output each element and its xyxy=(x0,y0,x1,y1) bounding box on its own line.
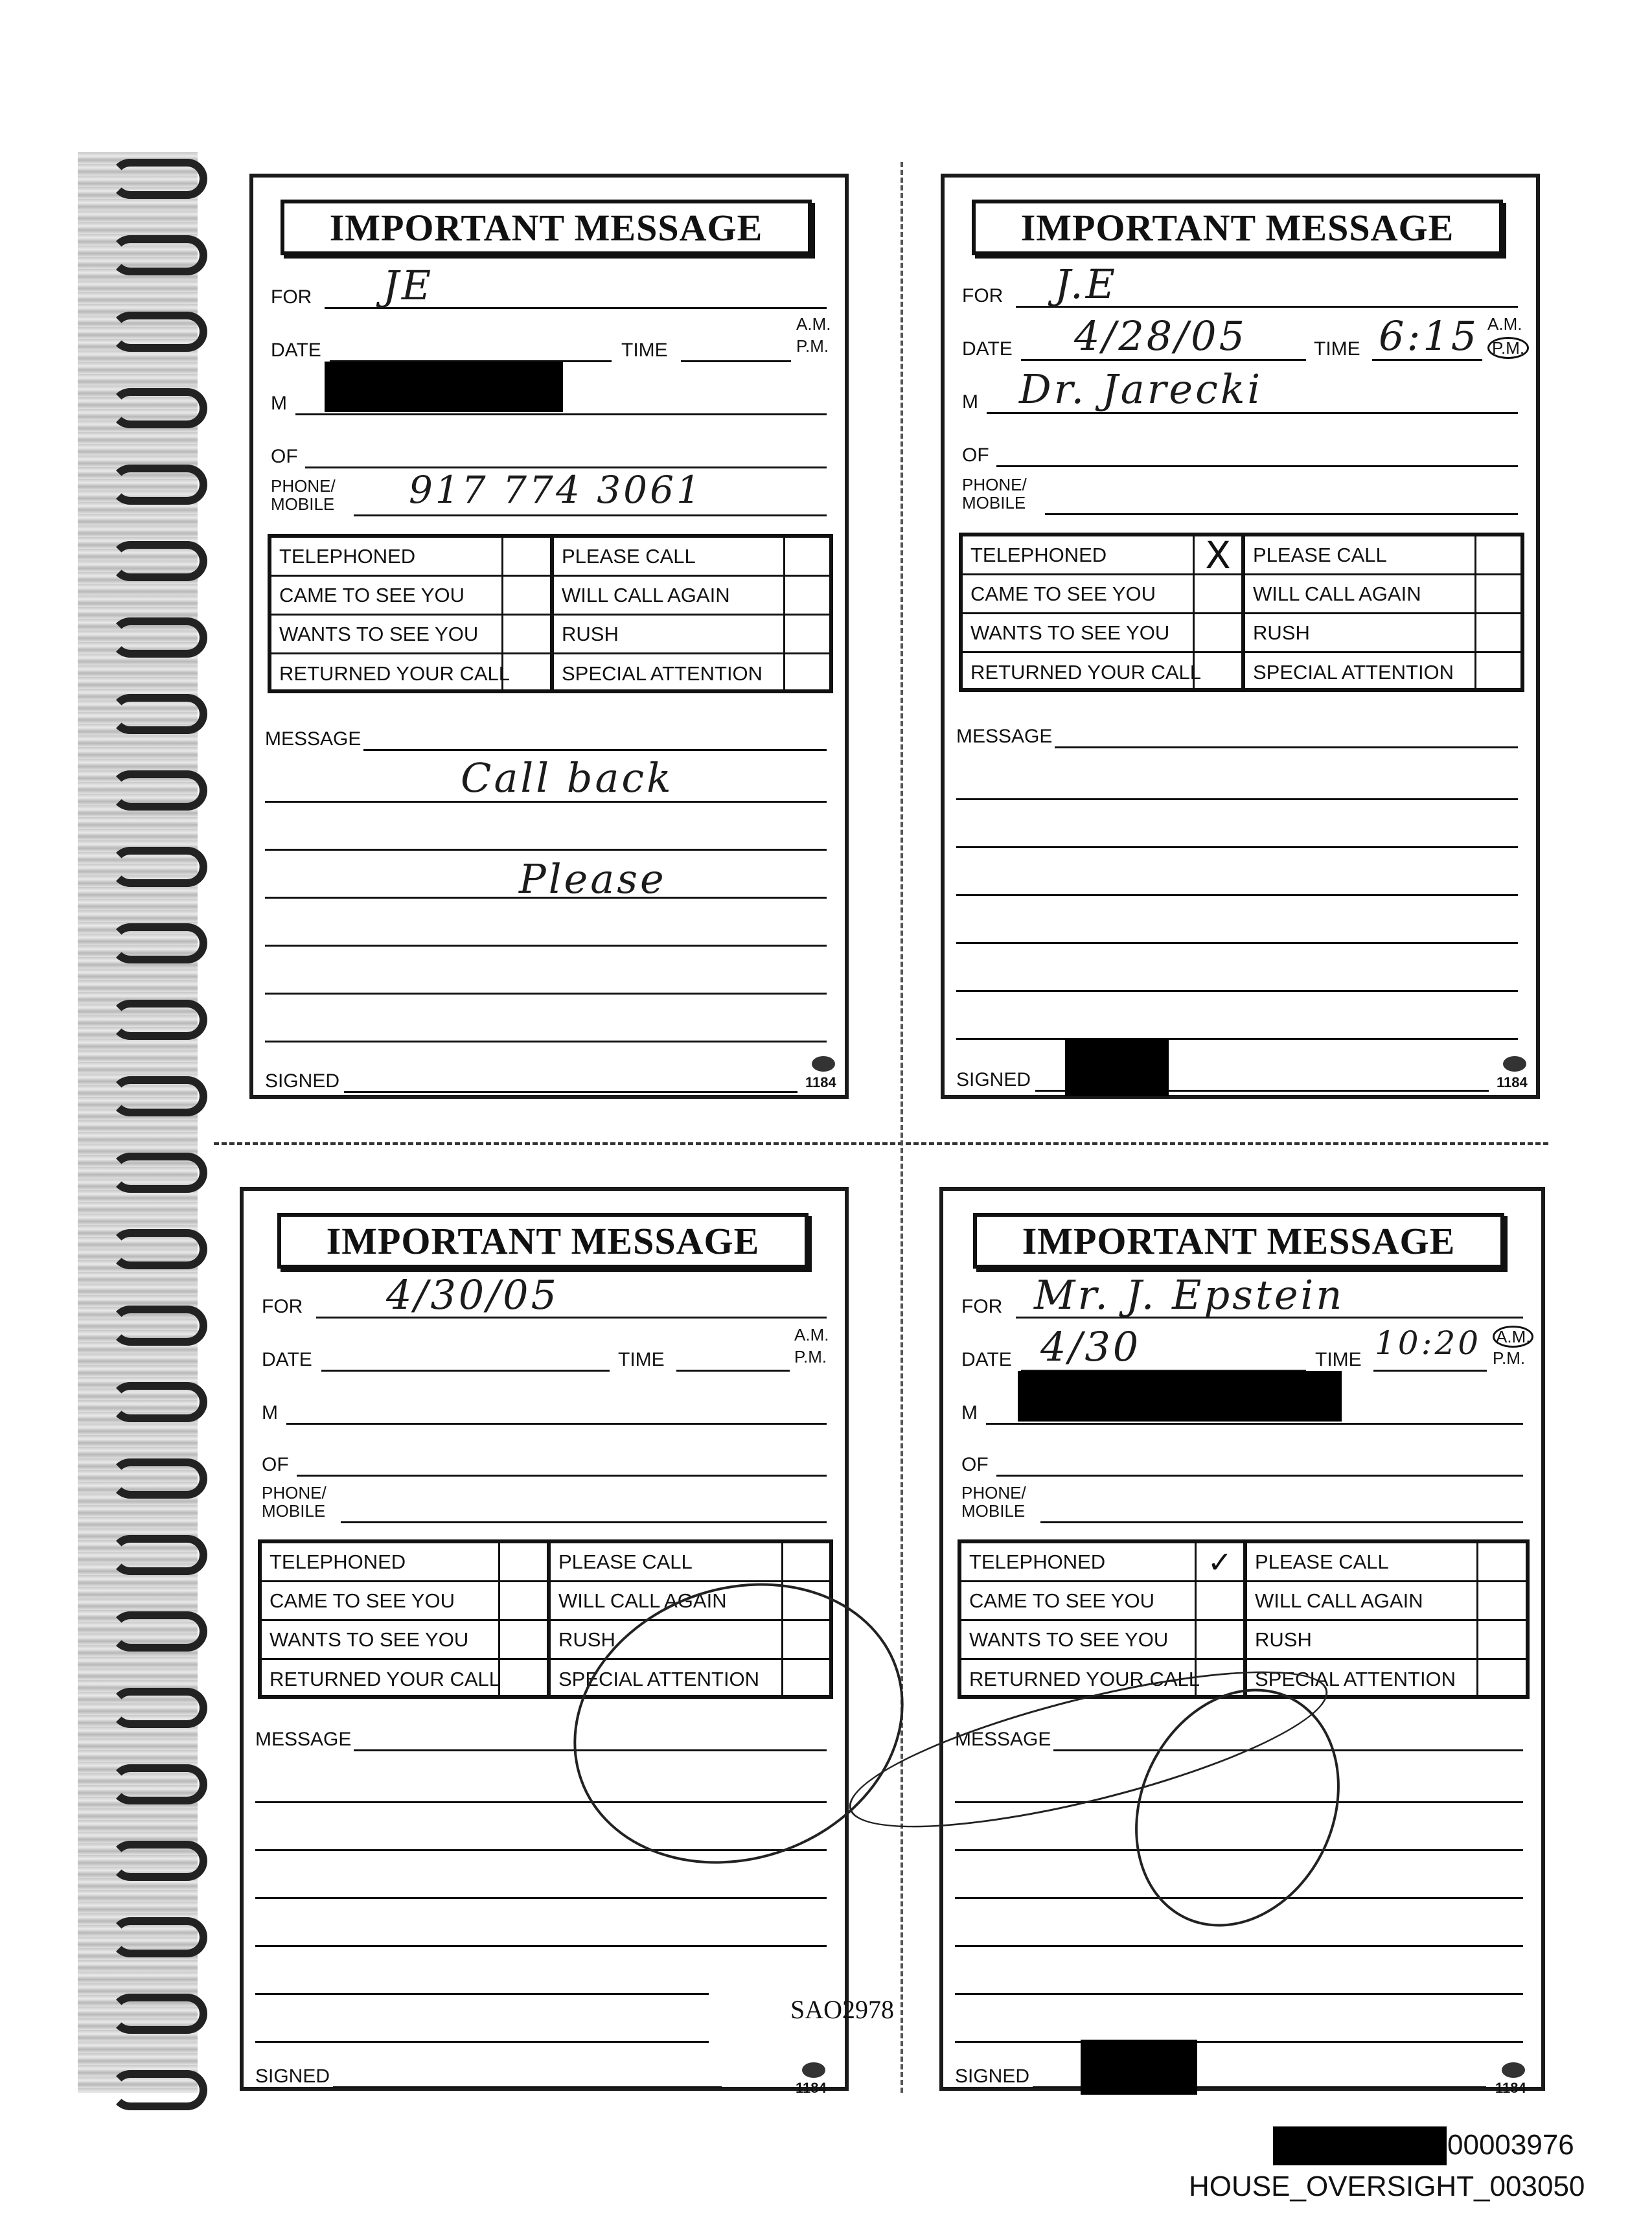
for-value: JE xyxy=(383,262,434,309)
phone-label: PHONE/ xyxy=(271,476,336,496)
for-label: FOR xyxy=(271,286,312,308)
am-label: A.M. xyxy=(796,314,831,334)
redaction-box xyxy=(1018,1371,1342,1422)
mobile-label: MOBILE xyxy=(271,494,335,514)
spiral-ring xyxy=(110,1611,207,1652)
spiral-ring xyxy=(110,1076,207,1116)
message-label: MESSAGE xyxy=(265,728,361,750)
form-logo-icon xyxy=(1503,1056,1526,1072)
document-stamp: SAO2978 xyxy=(790,1995,895,2024)
time-label: TIME xyxy=(1315,1349,1362,1370)
spiral-ring xyxy=(110,1994,207,2034)
spiral-ring xyxy=(110,1458,207,1499)
wants-to-see-label: WANTS TO SEE YOU xyxy=(969,1628,1169,1651)
spiral-ring xyxy=(110,1764,207,1804)
spiral-ring xyxy=(110,235,207,275)
bates-number: 00003976 xyxy=(1447,2129,1574,2161)
spiral-ring xyxy=(110,312,207,352)
please-call-label: PLEASE CALL xyxy=(1253,543,1387,566)
please-call-label: PLEASE CALL xyxy=(558,1550,693,1573)
wants-to-see-label: WANTS TO SEE YOU xyxy=(270,1628,469,1651)
spiral-ring xyxy=(110,1917,207,1957)
special-label: SPECIAL ATTENTION xyxy=(1253,661,1454,684)
mobile-label: MOBILE xyxy=(961,1501,1026,1521)
rush-label: RUSH xyxy=(562,622,619,645)
came-to-see-label: CAME TO SEE YOU xyxy=(270,1589,455,1612)
slip-title: IMPORTANT MESSAGE xyxy=(972,200,1503,255)
date-value: 4/30 xyxy=(1040,1323,1141,1370)
for-value: Mr. J. Epstein xyxy=(1034,1271,1345,1319)
spiral-ring xyxy=(110,694,207,734)
slip-title: IMPORTANT MESSAGE xyxy=(973,1213,1504,1269)
special-label: SPECIAL ATTENTION xyxy=(558,1668,760,1690)
form-number: 1184 xyxy=(1495,2080,1526,2096)
for-value: J.E xyxy=(1055,260,1118,308)
phone-label: PHONE/ xyxy=(262,1483,327,1503)
mobile-label: MOBILE xyxy=(262,1501,326,1521)
date-label: DATE xyxy=(262,1349,312,1370)
message-label: MESSAGE xyxy=(255,1729,352,1750)
spiral-ring xyxy=(110,847,207,887)
checkbox-table xyxy=(959,533,1524,692)
spiral-ring xyxy=(110,923,207,963)
message-slip-4 xyxy=(939,1187,1545,2096)
bates-redaction xyxy=(1273,2126,1447,2165)
returned-label: RETURNED YOUR CALL xyxy=(970,661,1202,684)
rush-label: RUSH xyxy=(1253,621,1310,644)
checkbox-table xyxy=(268,534,833,693)
message-text-line1: Call back xyxy=(461,754,674,801)
wants-to-see-label: WANTS TO SEE YOU xyxy=(279,622,479,645)
for-label: FOR xyxy=(262,1296,303,1317)
bates-label: HOUSE_OVERSIGHT_003050 xyxy=(1189,2171,1585,2202)
of-label: OF xyxy=(961,1454,989,1475)
am-label: A.M. xyxy=(1493,1326,1533,1348)
special-label: SPECIAL ATTENTION xyxy=(562,662,763,685)
telephoned-label: TELEPHONED xyxy=(970,543,1107,566)
time-label: TIME xyxy=(1314,338,1360,360)
time-value: 10:20 xyxy=(1375,1324,1482,1362)
will-call-label: WILL CALL AGAIN xyxy=(1253,582,1421,605)
spiral-ring xyxy=(110,770,207,811)
time-value: 6:15 xyxy=(1379,312,1480,360)
message-label: MESSAGE xyxy=(955,1729,1051,1750)
of-label: OF xyxy=(271,446,298,467)
date-label: DATE xyxy=(271,340,321,361)
redaction-box xyxy=(1081,2040,1197,2095)
m-value: Dr. Jarecki xyxy=(1019,365,1263,413)
spiral-ring xyxy=(110,1688,207,1728)
spiral-ring xyxy=(110,1382,207,1422)
returned-label: RETURNED YOUR CALL xyxy=(279,662,511,685)
slip-title: IMPORTANT MESSAGE xyxy=(281,200,812,255)
spiral-ring xyxy=(110,1153,207,1193)
form-logo-icon xyxy=(1502,2062,1525,2078)
am-label: A.M. xyxy=(794,1325,829,1344)
spiral-ring xyxy=(110,1000,207,1040)
message-label: MESSAGE xyxy=(956,726,1053,747)
phone-label: PHONE/ xyxy=(961,1483,1026,1503)
pm-label: P.M. xyxy=(1493,1348,1526,1368)
rush-label: RUSH xyxy=(558,1628,615,1651)
mobile-label: MOBILE xyxy=(962,493,1026,513)
please-call-label: PLEASE CALL xyxy=(562,544,696,568)
phone-value: 917 774 3061 xyxy=(409,468,703,512)
for-label: FOR xyxy=(962,285,1004,306)
spiral-ring xyxy=(110,388,207,428)
pm-label: P.M. xyxy=(794,1347,827,1366)
for-value: 4/30/05 xyxy=(386,1271,560,1319)
redaction-box xyxy=(1065,1038,1169,1096)
will-call-label: WILL CALL AGAIN xyxy=(562,583,730,606)
spiral-ring xyxy=(110,2070,207,2110)
message-text-line2: Please xyxy=(519,855,667,903)
slip-title: IMPORTANT MESSAGE xyxy=(277,1213,809,1269)
date-label: DATE xyxy=(962,338,1013,360)
date-value: 4/28/05 xyxy=(1074,312,1248,360)
pm-label: P.M. xyxy=(1487,337,1529,359)
will-call-label: WILL CALL AGAIN xyxy=(1255,1589,1423,1612)
spiral-ring xyxy=(110,465,207,505)
m-label: M xyxy=(262,1402,278,1423)
returned-label: RETURNED YOUR CALL xyxy=(969,1668,1200,1690)
telephoned-label: TELEPHONED xyxy=(969,1550,1106,1573)
telephoned-mark: ✓ xyxy=(1207,1544,1233,1580)
spiral-ring xyxy=(110,1841,207,1881)
for-label: FOR xyxy=(961,1296,1003,1317)
of-label: OF xyxy=(962,444,989,466)
perforation-horizontal xyxy=(214,1142,1548,1145)
spiral-ring xyxy=(110,617,207,658)
special-label: SPECIAL ATTENTION xyxy=(1255,1668,1456,1690)
signed-label: SIGNED xyxy=(955,2066,1030,2087)
came-to-see-label: CAME TO SEE YOU xyxy=(279,583,465,606)
came-to-see-label: CAME TO SEE YOU xyxy=(969,1589,1154,1612)
spiral-ring xyxy=(110,1306,207,1346)
form-number: 1184 xyxy=(805,1074,836,1090)
m-label: M xyxy=(961,1402,978,1423)
message-slip-2 xyxy=(941,174,1540,1099)
spiral-ring xyxy=(110,541,207,581)
pm-label: P.M. xyxy=(796,336,829,356)
wants-to-see-label: WANTS TO SEE YOU xyxy=(970,621,1170,644)
spiral-ring xyxy=(110,159,207,199)
of-label: OF xyxy=(262,1454,289,1475)
date-label: DATE xyxy=(961,1349,1012,1370)
form-number: 1184 xyxy=(796,2080,827,2096)
signed-label: SIGNED xyxy=(265,1070,340,1092)
signed-label: SIGNED xyxy=(956,1069,1031,1090)
telephoned-label: TELEPHONED xyxy=(270,1550,406,1573)
form-number: 1184 xyxy=(1497,1074,1528,1090)
please-call-label: PLEASE CALL xyxy=(1255,1550,1389,1573)
spiral-ring xyxy=(110,1535,207,1575)
redaction-box xyxy=(325,362,563,412)
form-logo-icon xyxy=(802,2062,825,2078)
m-label: M xyxy=(271,393,287,414)
will-call-label: WILL CALL AGAIN xyxy=(558,1589,727,1612)
returned-label: RETURNED YOUR CALL xyxy=(270,1668,501,1690)
telephoned-label: TELEPHONED xyxy=(279,544,416,568)
am-label: A.M. xyxy=(1487,314,1522,334)
time-label: TIME xyxy=(621,340,668,361)
m-label: M xyxy=(962,391,978,413)
spiral-ring xyxy=(110,1229,207,1269)
came-to-see-label: CAME TO SEE YOU xyxy=(970,582,1156,605)
signed-label: SIGNED xyxy=(255,2066,330,2087)
message-slip-1 xyxy=(249,174,849,1099)
rush-label: RUSH xyxy=(1255,1628,1312,1651)
form-logo-icon xyxy=(812,1056,835,1072)
telephoned-mark: X xyxy=(1205,533,1231,577)
time-label: TIME xyxy=(618,1349,665,1370)
phone-label: PHONE/ xyxy=(962,475,1027,494)
